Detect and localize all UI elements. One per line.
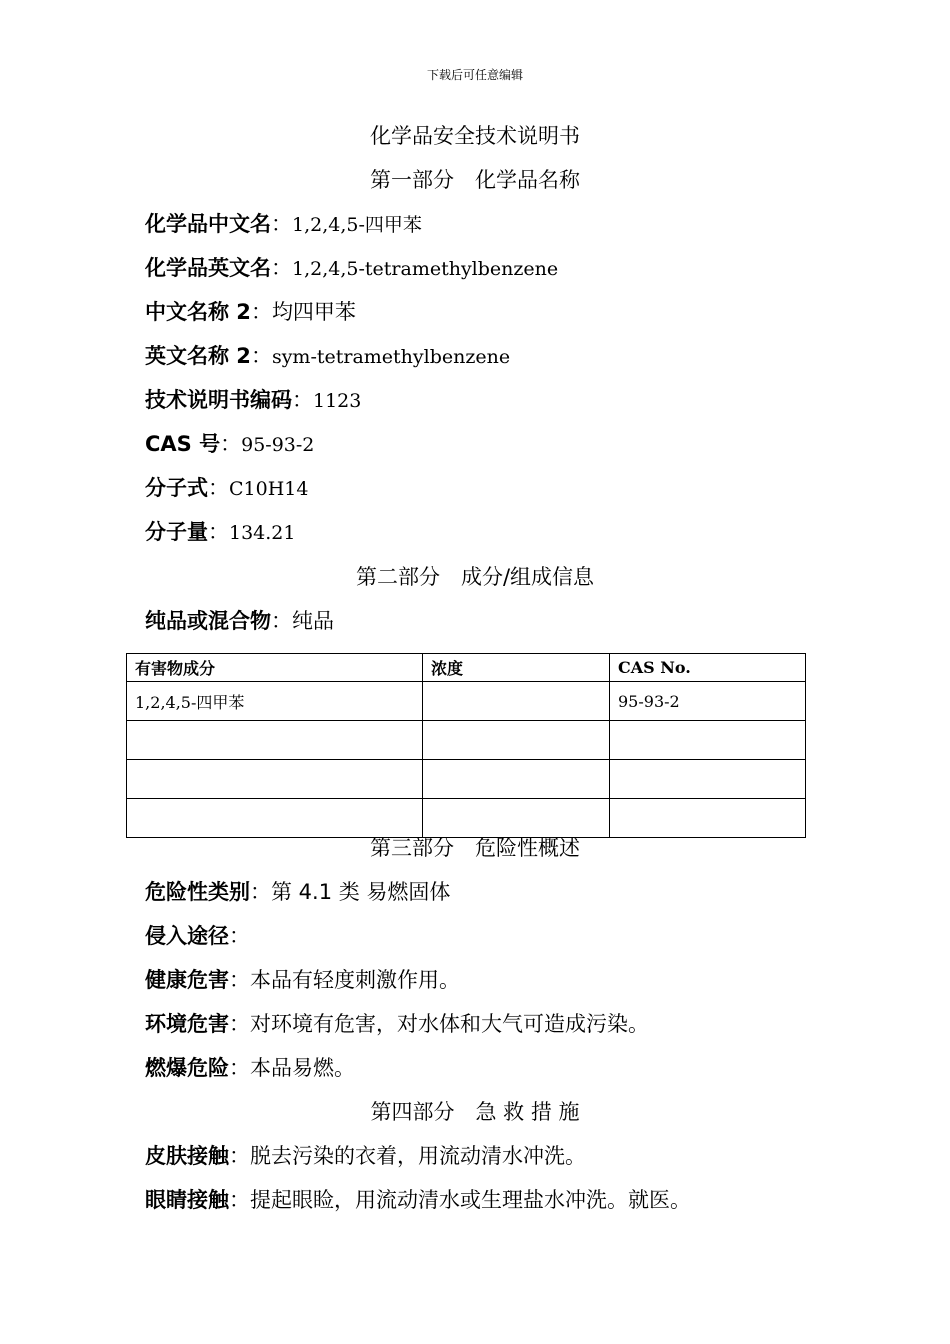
field-label: 英文名称 2: [145, 344, 251, 368]
field-chinese-name: 化学品中文名：1,2,4,5-四甲苯: [145, 212, 422, 236]
field-value: 提起眼睑，用流动清水或生理盐水冲洗。就医。: [250, 1188, 691, 1212]
field-label: CAS 号: [145, 432, 221, 456]
field-label: 侵入途径: [145, 924, 229, 948]
composition-table: [126, 653, 806, 838]
field-label: 环境危害: [145, 1012, 229, 1036]
field-cas-number: CAS 号：95-93-2: [145, 432, 315, 456]
field-value: 脱去污染的衣着，用流动清水冲洗。: [250, 1144, 586, 1168]
document-title: 化学品安全技术说明书: [370, 124, 580, 148]
field-label: 技术说明书编码: [145, 388, 292, 412]
section1-heading: 第一部分 化学品名称: [370, 168, 580, 192]
cell-concentration: [423, 721, 610, 760]
field-value: 1,2,4,5-tetramethylbenzene: [292, 258, 559, 280]
header-note: 下载后可任意编辑: [426, 68, 523, 82]
field-value: 134.21: [229, 522, 296, 544]
header-concentration: 浓度: [423, 654, 610, 682]
field-spec-code: 技术说明书编码：1123: [145, 388, 362, 412]
header-cas-no: CAS No.: [610, 654, 806, 682]
field-english-name-2: 英文名称 2：sym-tetramethylbenzene: [145, 344, 511, 368]
field-chinese-name-2: 中文名称 2：均四甲苯: [145, 300, 356, 324]
field-english-name: 化学品英文名：1,2,4,5-tetramethylbenzene: [145, 256, 559, 280]
field-label: 燃爆危险: [145, 1056, 229, 1080]
cell-cas: [610, 721, 806, 760]
field-value: 1123: [313, 390, 362, 412]
field-value: 1,2,4,5-四甲苯: [292, 214, 422, 236]
field-label: 眼睛接触: [145, 1188, 229, 1212]
field-value: 均四甲苯: [271, 300, 356, 324]
field-label: 纯品或混合物: [145, 609, 271, 633]
field-label: 分子量: [145, 520, 208, 544]
table-row: [127, 760, 806, 799]
field-value: 纯品: [292, 609, 334, 633]
field-label: 危险性类别: [145, 880, 250, 904]
table-header-row: [127, 654, 806, 682]
field-label: 皮肤接触: [145, 1144, 229, 1168]
field-molecular-weight: 分子量：134.21: [145, 520, 296, 544]
field-value: 95-93-2: [241, 434, 315, 456]
field-label: 化学品英文名: [145, 256, 271, 280]
field-value: C10H14: [229, 478, 309, 500]
table-row: [127, 799, 806, 838]
field-skin-contact: 皮肤接触：脱去污染的衣着，用流动清水冲洗。: [145, 1144, 586, 1168]
field-label: 分子式: [145, 476, 208, 500]
field-environment-hazard: 环境危害：对环境有危害，对水体和大气可造成污染。: [145, 1012, 649, 1036]
cell-concentration: [423, 799, 610, 838]
field-label: 健康危害: [145, 968, 229, 992]
field-value: sym-tetramethylbenzene: [271, 346, 511, 368]
field-health-hazard: 健康危害：本品有轻度刺激作用。: [145, 968, 460, 992]
section4-heading: 第四部分 急 救 措 施: [370, 1100, 580, 1124]
cell-component: [127, 721, 423, 760]
field-eye-contact: 眼睛接触：提起眼睑，用流动清水或生理盐水冲洗。就医。: [145, 1188, 691, 1212]
table-row: [127, 721, 806, 760]
field-purity: 纯品或混合物：纯品: [145, 609, 334, 633]
field-formula: 分子式：C10H14: [145, 476, 309, 500]
table-row: [127, 682, 806, 721]
field-value: 第 4.1 类 易燃固体: [271, 880, 451, 904]
field-hazard-class: 危险性类别：第 4.1 类 易燃固体: [145, 880, 451, 904]
cell-concentration: [423, 760, 610, 799]
cell-component: 1,2,4,5-四甲苯: [127, 682, 423, 721]
cell-cas: 95-93-2: [610, 682, 806, 721]
field-value: 本品易燃。: [250, 1056, 355, 1080]
section2-heading: 第二部分 成分/组成信息: [355, 565, 595, 589]
cell-cas: [610, 760, 806, 799]
field-value: 本品有轻度刺激作用。: [250, 968, 460, 992]
field-exposure-route: 侵入途径：: [145, 924, 250, 948]
section3-heading: 第三部分 危险性概述: [370, 836, 580, 860]
field-value: 对环境有危害，对水体和大气可造成污染。: [250, 1012, 649, 1036]
cell-component: [127, 760, 423, 799]
cell-concentration: [423, 682, 610, 721]
header-component: 有害物成分: [127, 654, 423, 682]
cell-cas: [610, 799, 806, 838]
cell-component: [127, 799, 423, 838]
field-label: 化学品中文名: [145, 212, 271, 236]
field-label: 中文名称 2: [145, 300, 251, 324]
field-explosion-hazard: 燃爆危险：本品易燃。: [145, 1056, 355, 1080]
